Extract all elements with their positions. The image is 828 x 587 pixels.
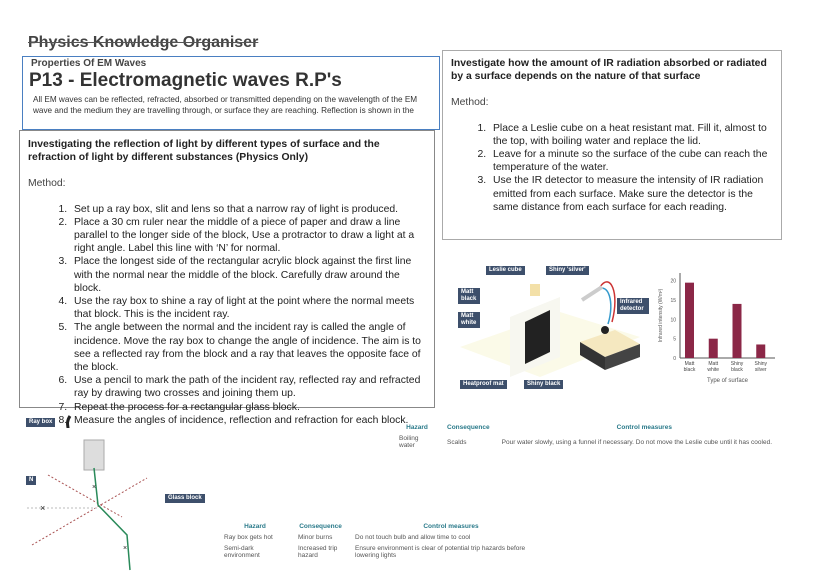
table-row (393, 433, 793, 451)
consequence-cell: Minor burns (298, 534, 333, 541)
step: 1. Set up a ray box, slit and lens so that a narrow ray of light is produced. (70, 203, 426, 216)
ir-risk-table (393, 422, 793, 451)
y-tick-label: 5 (673, 336, 676, 343)
leslie-cube-diagram (450, 262, 650, 392)
label-glass-block: Glass block (165, 494, 205, 503)
col-control: Control measures (616, 424, 672, 431)
col-hazard: Hazard (406, 424, 428, 431)
label-shiny-silver: Shiny 'silver' (546, 266, 589, 275)
step: 8. Measure the angles of incidence, reflection and refraction for each block. (70, 414, 426, 427)
hazard-cell: Boiling water (399, 435, 419, 449)
ir-practical-box (442, 50, 782, 240)
consequence-cell: Scalds (447, 438, 467, 446)
col-consequence: Consequence (447, 424, 490, 431)
bar (733, 304, 742, 358)
step: 6. Use a pencil to mark the path of the incident ray, reflected ray and refracted ray by drawing two crosses and joining them up. (70, 374, 426, 400)
reflection-practical-box (19, 130, 435, 426)
y-tick-label: 10 (670, 317, 676, 324)
step: 3. Use the IR detector to measure the intensity of IR radiation emitted from each surface. Make sure the detector is the same distance from each surface for each reading. (489, 174, 773, 214)
control-cell: Do not touch bulb and allow time to cool (355, 534, 471, 541)
y-tick-label: 0 (673, 356, 676, 362)
step: 3. Place the longest side of the rectangular acrylic block against the first line with the normal near the middle of the block. Carefully draw around the block. (70, 255, 426, 295)
table-row (218, 532, 553, 543)
label-matt-white: Matt white (458, 312, 480, 328)
y-tick-label: 20 (670, 278, 676, 285)
x-tick-label: black (683, 367, 696, 373)
bar (709, 339, 718, 358)
ray-diagram (22, 410, 212, 580)
intro-text: All EM waves can be reflected, refracted, absorbed or transmitted depending on the wavelength of the EM wave and the medium they are travelling through, or surface they are reaching. Reflection is shown in the (33, 95, 418, 115)
label-ray-box: Ray box (26, 418, 55, 427)
em-waves-panel (22, 56, 440, 130)
y-tick-label: 15 (670, 298, 676, 305)
svg-text:×: × (123, 545, 128, 552)
label-infrared-detector: Infrared detector (617, 298, 649, 314)
x-tick-label: Shiny (730, 361, 744, 367)
control-cell: Ensure environment is clear of potential trip hazards before lowering lights (355, 545, 526, 559)
ir-steps (451, 122, 773, 214)
svg-text:×: × (92, 484, 97, 491)
x-tick-label: silver (754, 367, 767, 373)
x-axis-label: Type of surface (706, 378, 749, 384)
consequence-cell: Increased trip hazard (298, 545, 338, 559)
hazard-cell: Ray box gets hot (224, 534, 273, 541)
bar (756, 344, 765, 358)
step: 1. Place a Leslie cube on a heat resistant mat. Fill it, almost to the top, with boiling water and replace the lid. (489, 122, 773, 148)
method-label: Method: (451, 97, 489, 109)
hazard-cell: Semi-dark environment (224, 545, 260, 559)
panel-subtitle: Properties Of EM Waves (31, 58, 147, 69)
col-control: Control measures (423, 523, 479, 530)
table-row (218, 543, 553, 561)
ir-heading: Investigate how the amount of IR radiation absorbed or radiated by a surface depends on the nature of that surface (451, 58, 767, 83)
x-tick-label: Shiny (754, 361, 768, 367)
x-tick-label: black (731, 367, 743, 373)
ir-intensity-chart (650, 265, 780, 390)
label-leslie-cube: Leslie cube (486, 266, 525, 275)
label-shiny-black: Shiny black (524, 380, 563, 389)
y-axis-label: Infrared intensity (W/m²) (658, 288, 664, 343)
step: 4. Use the ray box to shine a ray of light at the point where the normal meets that block. This is the incident ray. (70, 295, 426, 321)
control-cell: Pour water slowly, using a funnel if necessary. Do not move the Leslie cube until it has cooled. (501, 438, 773, 446)
organiser-title: Physics Knowledge Organiser (28, 34, 259, 51)
step: 2. Leave for a minute so the surface of the cube can reach the temperature of the water. (489, 148, 773, 174)
reflection-steps (28, 203, 426, 427)
reflection-heading: Investigating the reflection of light by different types of surface and the refraction of light by different substances (Physics Only) (28, 139, 380, 164)
x-tick-label: white (707, 367, 720, 373)
step: 2. Place a 30 cm ruler near the middle of a piece of paper and draw a line parallel to the longer side of the block, Use a protractor to draw a light at a right angle. Label this line with ‘N’ for normal. (70, 216, 426, 256)
label-normal: N (26, 476, 36, 485)
panel-title: P13 - Electromagnetic waves R.P's (29, 70, 342, 91)
step: 7. Repeat the process for a rectangular glass block. (70, 401, 426, 414)
col-consequence: Consequence (299, 523, 342, 530)
apparatus-illustration (450, 262, 650, 392)
method-label: Method: (28, 178, 66, 190)
svg-text:×: × (40, 503, 46, 513)
label-heatproof-mat: Heatproof mat (460, 380, 507, 389)
label-matt-black: Matt black (458, 288, 480, 304)
bar (685, 283, 694, 358)
step: 5. The angle between the normal and the incident ray is called the angle of incidence. Move the ray box to change the angle of incidence. The aim is to see a reflected ray from the block and a ray that leaves the opposite face of the block. (70, 321, 426, 374)
x-tick-label: Matt (684, 361, 695, 367)
light-risk-table (218, 521, 553, 561)
x-tick-label: Matt (708, 361, 719, 367)
col-hazard: Hazard (244, 523, 266, 530)
